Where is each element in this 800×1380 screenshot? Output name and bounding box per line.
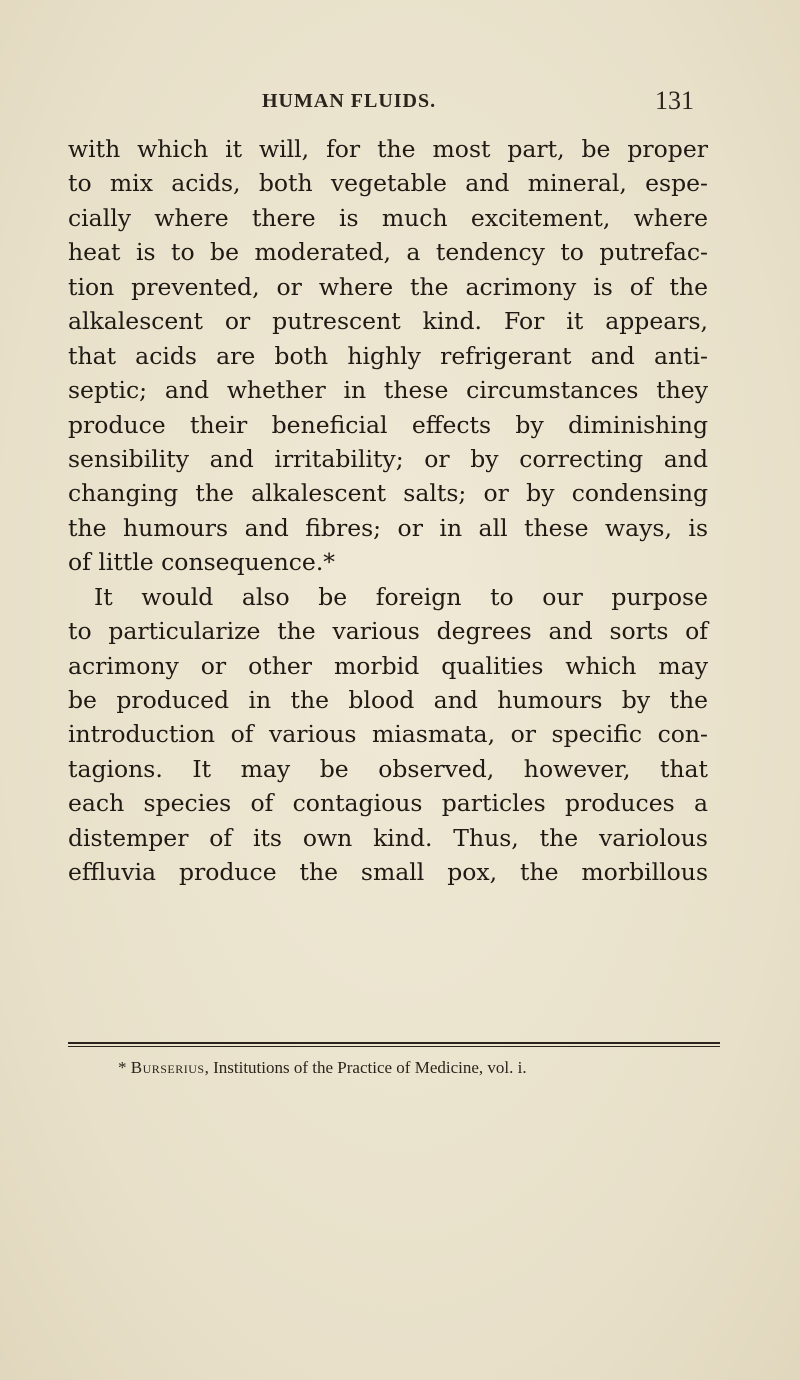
footnote-divider <box>68 1042 720 1044</box>
running-head: HUMAN FLUIDS. <box>262 90 437 112</box>
page-header <box>0 86 800 120</box>
footnote <box>118 1058 527 1078</box>
text-line: the humours and fibres; or in all these ways, is <box>68 513 708 542</box>
text-line: tagions. It may be observed, however, that <box>68 754 708 783</box>
text-line: that acids are both highly refrigerant and anti- <box>68 341 708 370</box>
footnote-text: , Institutions of the Practice of Medicine, vol. i. <box>204 1058 527 1077</box>
text-line: produce their beneficial effects by diminishing <box>68 410 708 439</box>
text-line: changing the alkalescent salts; or by condensing <box>68 479 708 508</box>
page-number: 131 <box>655 86 694 115</box>
text-line: septic; and whether in these circumstances they <box>68 376 708 405</box>
text-line: effluvia produce the small pox, the morbillous <box>68 858 708 887</box>
text-line: distemper of its own kind. Thus, the variolous <box>68 823 708 852</box>
text-line: alkalescent or putrescent kind. For it appears, <box>68 307 708 336</box>
footnote-divider-thin <box>68 1046 720 1047</box>
text-line: to particularize the various degrees and sorts of <box>68 617 708 646</box>
text-line: acrimony or other morbid qualities which may <box>68 651 708 680</box>
text-line: of little consequence.* <box>68 548 336 577</box>
text-line: be produced in the blood and humours by the <box>68 686 708 714</box>
text-line: heat is to be moderated, a tendency to putrefac- <box>68 238 708 267</box>
text-line: to mix acids, both vegetable and mineral, espe- <box>68 169 708 198</box>
body-text <box>68 132 708 890</box>
text-line: with which it will, for the most part, be proper <box>68 135 708 163</box>
text-line: each species of contagious particles produces a <box>68 789 708 818</box>
text-line: cially where there is much excitement, where <box>68 203 708 232</box>
text-line: It would also be foreign to our purpose <box>94 582 708 611</box>
footnote-marker: * <box>118 1058 127 1077</box>
footnote-author: Burserius <box>130 1058 205 1077</box>
text-line: sensibility and irritability; or by correcting and <box>68 444 708 473</box>
text-line: tion prevented, or where the acrimony is of the <box>68 272 708 301</box>
text-line: introduction of various miasmata, or specific con- <box>68 720 708 749</box>
